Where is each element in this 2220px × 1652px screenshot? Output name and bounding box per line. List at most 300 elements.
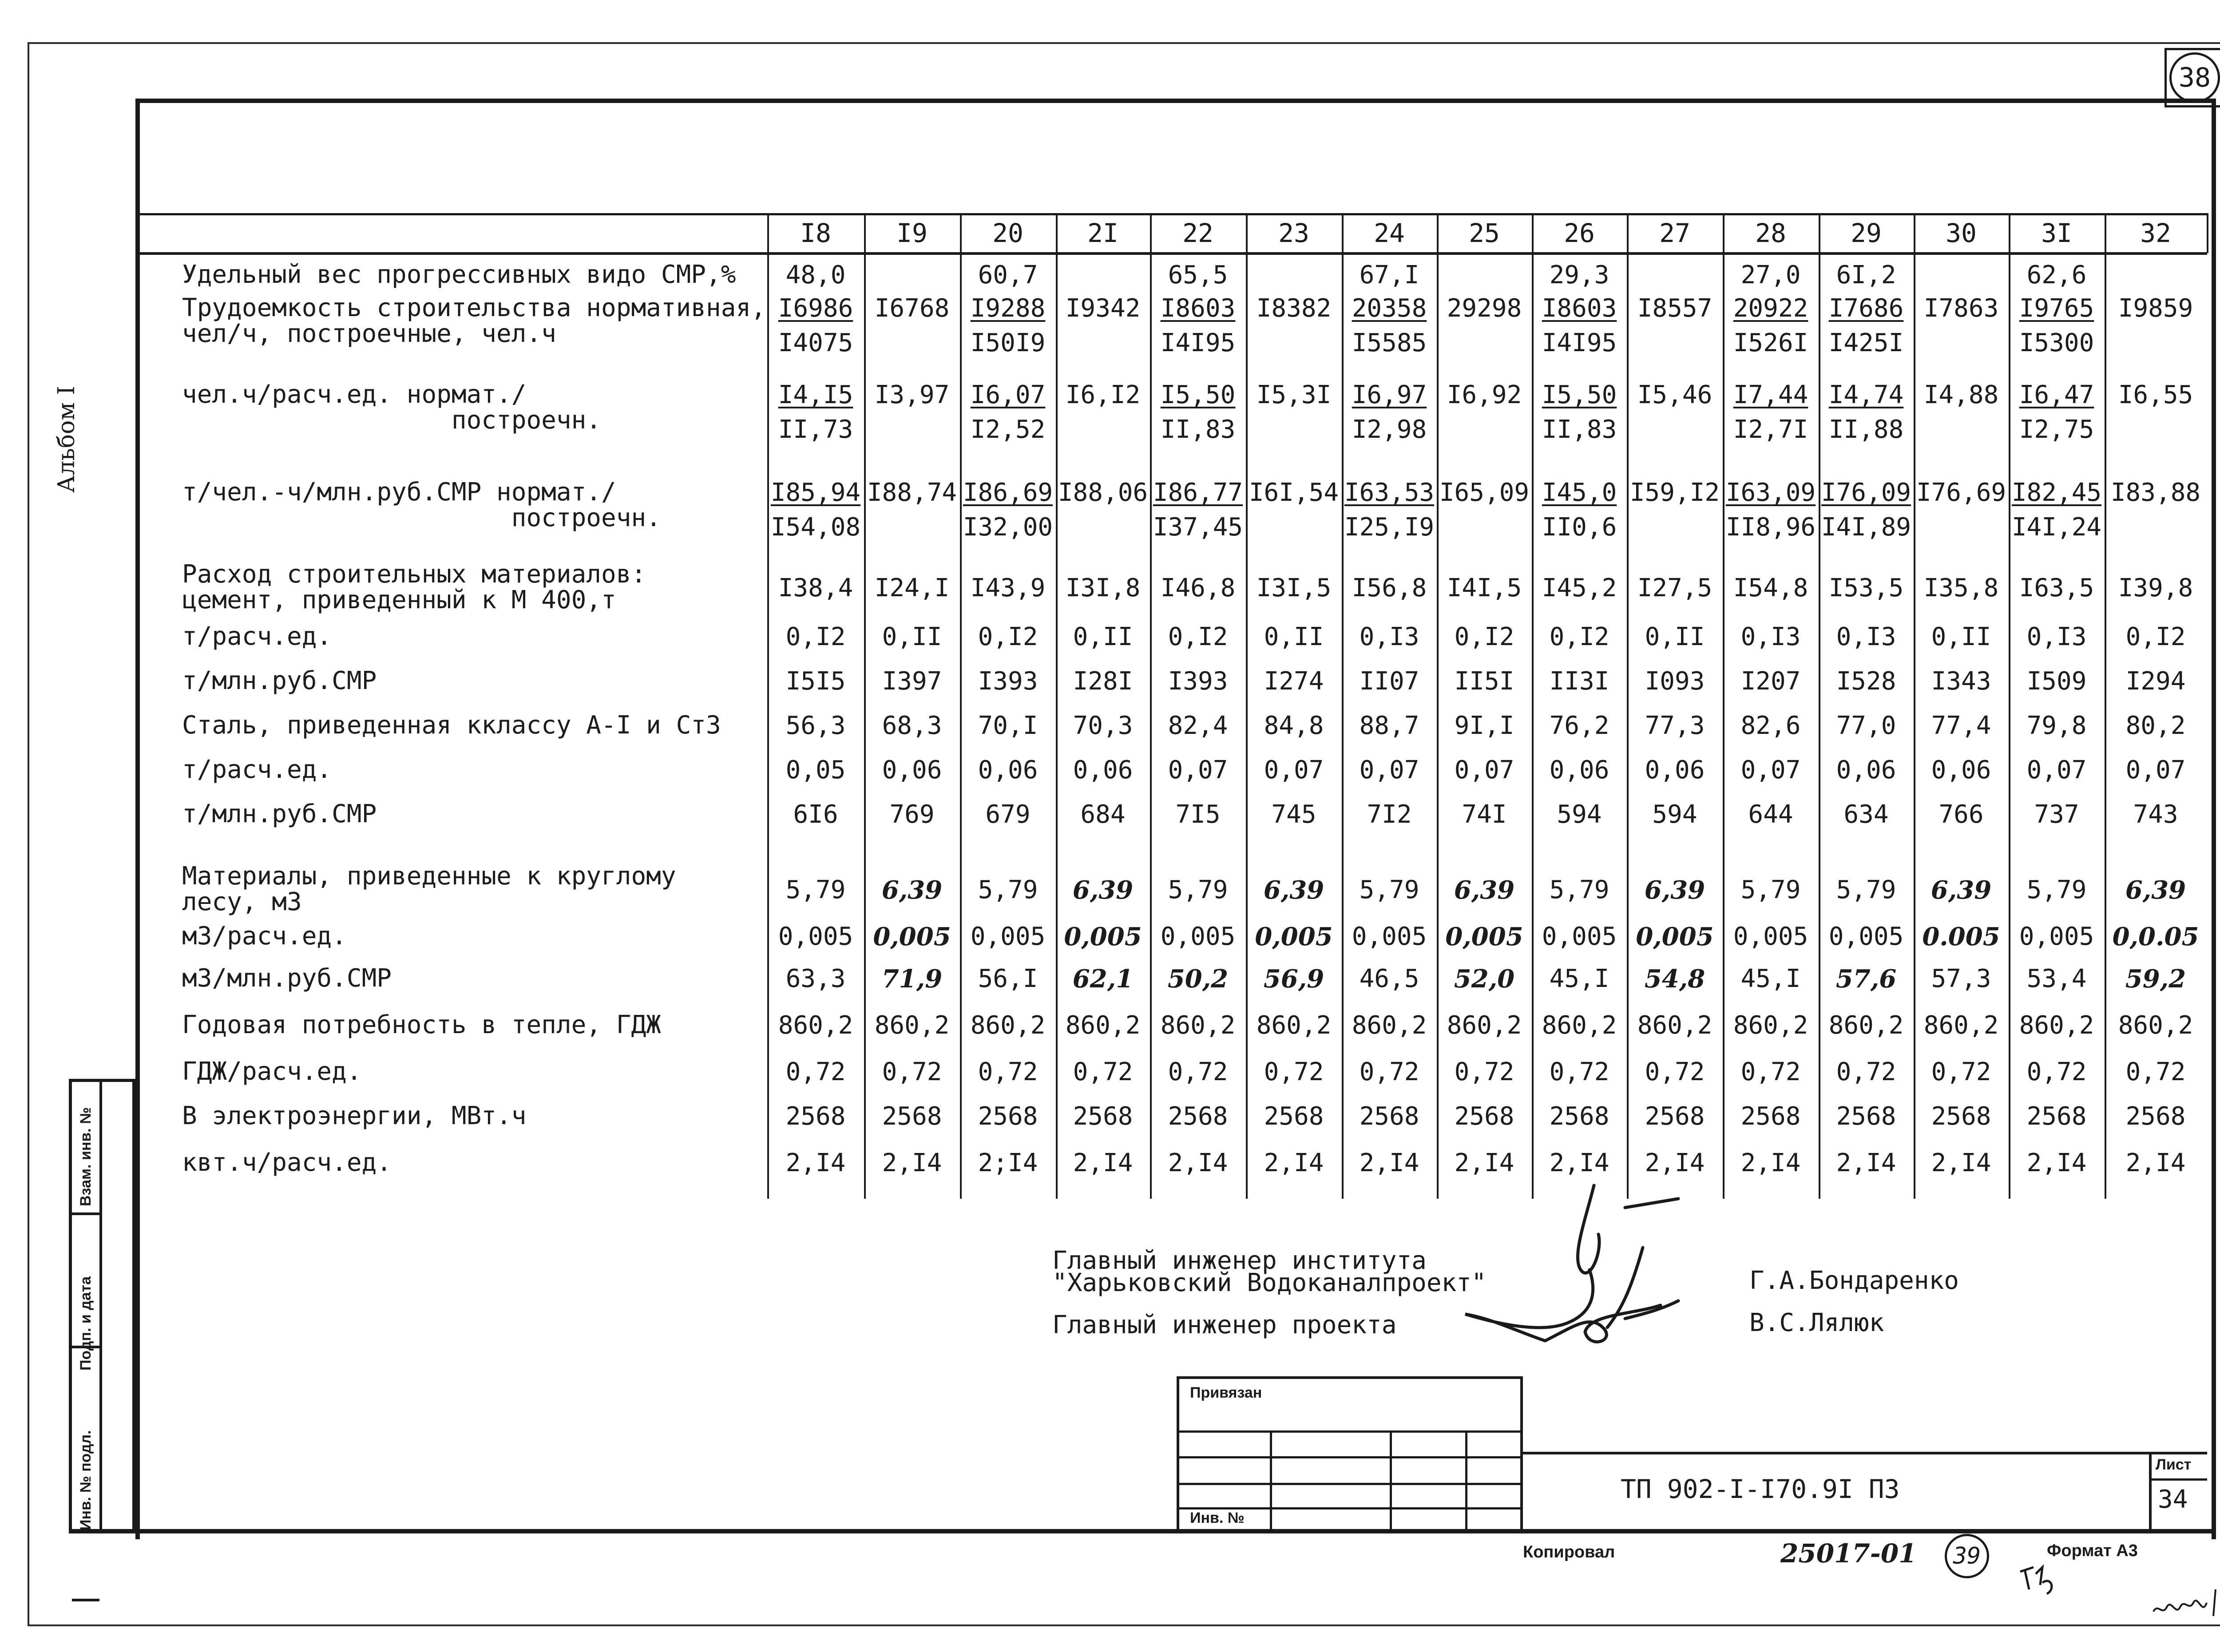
table-cell-secondary: I4075 <box>778 329 853 357</box>
album-label: Альбом I <box>53 386 80 493</box>
table-cell: I4,88 <box>1923 380 1999 409</box>
table-cell: 860,2 <box>1352 1011 1427 1040</box>
row-label: Расход строительных материалов: цемент, приведенный к М 400,т <box>182 560 646 614</box>
row-label: т/расч.ед. <box>182 755 332 784</box>
table-cell: 5,79 <box>2026 876 2087 904</box>
table-cell: 634 <box>1843 800 1889 829</box>
table-cell: I83,88 <box>2110 478 2201 507</box>
table-cell: 62,1 <box>1072 964 1134 994</box>
table-cell: I8603 <box>1542 294 1617 323</box>
table-cell: I9342 <box>1065 294 1141 323</box>
table-cell: 0,72 <box>785 1058 846 1086</box>
table-cell: 0,06 <box>1073 756 1133 784</box>
row-label: м3/расч.ед. <box>182 922 347 951</box>
table-cell: I86,69 <box>963 478 1053 507</box>
table-cell: I6,07 <box>970 380 1046 409</box>
row-label: Удельный вес прогрессивных видо СМР,% <box>182 260 736 289</box>
table-cell: 0,72 <box>1549 1058 1610 1086</box>
table-cell: I7,44 <box>1733 380 1808 409</box>
page-number: 38 <box>2169 52 2220 103</box>
table-cell: I393 <box>978 667 1038 696</box>
table-cell: 0,0.05 <box>2112 922 2199 951</box>
table-cell: 2,I4 <box>882 1149 942 1177</box>
table-cell: I093 <box>1645 667 1705 696</box>
table-cell: 0,005 <box>970 922 1046 951</box>
table-cell: I5,3I <box>1256 380 1332 409</box>
table-cell: II5I <box>1454 667 1514 696</box>
table-cell: 0,005 <box>1828 922 1904 951</box>
table-cell: I53,5 <box>1828 574 1904 602</box>
column-header: 24 <box>1374 218 1405 248</box>
table-cell: 0,06 <box>1645 756 1705 784</box>
table-cell: 0,I3 <box>1836 622 1896 651</box>
table-cell: 27,0 <box>1740 261 1801 289</box>
column-header: 2I <box>1087 218 1118 248</box>
side-stamp <box>69 1079 135 1533</box>
column-divider <box>1532 213 1534 1199</box>
table-cell: 0,005 <box>778 922 853 951</box>
table-cell: 860,2 <box>1637 1011 1713 1040</box>
table-cell: I28I <box>1073 667 1133 696</box>
column-divider <box>1914 213 1915 1199</box>
table-cell: 0,72 <box>978 1058 1038 1086</box>
table-cell: I45,2 <box>1542 574 1617 602</box>
table-cell: 0,005 <box>1636 922 1714 951</box>
table-cell: 2;I4 <box>978 1149 1038 1177</box>
table-cell-secondary: II0,6 <box>1542 513 1617 542</box>
table-cell: 0,005 <box>1064 922 1142 951</box>
table-cell: 56,9 <box>1263 964 1324 994</box>
row-label: т/чел.-ч/млн.руб.СМР нормат./ построечн. <box>182 478 661 532</box>
table-cell: I5I5 <box>785 667 846 696</box>
table-cell: 67,I <box>1359 261 1419 289</box>
table-cell: 0,I3 <box>1359 622 1419 651</box>
table-cell: II07 <box>1359 667 1419 696</box>
table-cell: 743 <box>2133 800 2178 829</box>
table-cell: 0,II <box>882 622 942 651</box>
table-cell: 5,79 <box>785 876 846 904</box>
table-cell: 0,I3 <box>1740 622 1801 651</box>
table-cell: 79,8 <box>2026 711 2087 740</box>
table-cell: I5,50 <box>1160 380 1236 409</box>
table-cell: I7686 <box>1828 294 1904 323</box>
table-cell-secondary: I2,7I <box>1733 415 1808 444</box>
copy-number: 25017-01 <box>1780 1538 1917 1569</box>
table-cell-secondary: I54,08 <box>770 513 861 542</box>
table-cell: 0,72 <box>1740 1058 1801 1086</box>
signature-scrawl <box>1456 1181 1705 1359</box>
row-label: Сталь, приведенная кклассу А-I и Ст3 <box>182 711 721 740</box>
table-cell: I8382 <box>1256 294 1332 323</box>
table-cell: I528 <box>1836 667 1896 696</box>
table-cell: 594 <box>1557 800 1602 829</box>
table-cell: I6768 <box>874 294 950 323</box>
table-cell: I63,53 <box>1344 478 1435 507</box>
row-label: м3/млн.руб.СМР <box>182 964 392 993</box>
table-cell: I43,9 <box>970 574 1046 602</box>
table-cell: 2568 <box>1836 1102 1896 1131</box>
column-header: 30 <box>1946 218 1977 248</box>
row-label: Годовая потребность в тепле, ГДЖ <box>182 1010 661 1039</box>
table-cell: I343 <box>1931 667 1991 696</box>
table-cell: I5,50 <box>1542 380 1617 409</box>
table-cell: 6,39 <box>1931 876 1992 905</box>
table-cell: I509 <box>2026 667 2087 696</box>
table-cell: I6I,54 <box>1249 478 1339 507</box>
table-cell: I76,09 <box>1821 478 1911 507</box>
table-cell: 52,0 <box>1454 964 1515 994</box>
column-header: I8 <box>800 218 831 248</box>
table-cell: I46,8 <box>1160 574 1236 602</box>
column-header: 28 <box>1755 218 1786 248</box>
table-cell: 9I,I <box>1454 711 1514 740</box>
table-cell: I207 <box>1740 667 1801 696</box>
inv-no-label: Инв. № <box>1190 1509 1245 1526</box>
table-cell: 769 <box>889 800 935 829</box>
column-header: 20 <box>992 218 1023 248</box>
table-cell: 0,II <box>1645 622 1705 651</box>
table-cell: 0,I2 <box>785 622 846 651</box>
column-divider <box>1627 213 1629 1199</box>
column-header: 26 <box>1564 218 1595 248</box>
table-cell: 2568 <box>1931 1102 1991 1131</box>
table-cell: 0,005 <box>1542 922 1617 951</box>
table-cell: 5,79 <box>1740 876 1801 904</box>
table-cell-secondary: I4I,89 <box>1821 513 1911 542</box>
table-cell: 2,I4 <box>1168 1149 1228 1177</box>
table-cell: 0,I3 <box>2026 622 2087 651</box>
column-header: 27 <box>1659 218 1690 248</box>
table-cell: 2,I4 <box>1454 1149 1514 1177</box>
table-cell: I86,77 <box>1153 478 1243 507</box>
table-cell: 860,2 <box>2118 1011 2193 1040</box>
table-cell-secondary: I32,00 <box>963 513 1053 542</box>
table-cell: 860,2 <box>1256 1011 1332 1040</box>
table-cell-secondary: II8,96 <box>1725 513 1816 542</box>
table-cell: I56,8 <box>1352 574 1427 602</box>
document-code: ТП 902-I-I70.9I ПЗ <box>1621 1474 1900 1504</box>
privyazan-label: Привязан <box>1190 1384 1262 1401</box>
column-header: 3I <box>2041 218 2072 248</box>
row-label: В электроэнергии, МВт.ч <box>182 1101 527 1130</box>
column-header: 23 <box>1278 218 1309 248</box>
column-divider <box>960 213 962 1199</box>
table-cell: 0,005 <box>1352 922 1427 951</box>
table-cell: 2,I4 <box>2125 1149 2186 1177</box>
table-cell: I9765 <box>2019 294 2094 323</box>
table-cell: 0,07 <box>2125 756 2186 784</box>
table-cell-secondary: I5300 <box>2019 329 2094 357</box>
table-cell: 70,I <box>978 711 1038 740</box>
table-cell: 766 <box>1939 800 1984 829</box>
table-cell: 0,06 <box>1931 756 1991 784</box>
table-cell: 0,72 <box>2125 1058 2186 1086</box>
table-cell: 2,I4 <box>1264 1149 1324 1177</box>
row-label: ГДЖ/расч.ед. <box>182 1057 362 1086</box>
table-cell: 0,07 <box>1454 756 1514 784</box>
table-cell: I85,94 <box>770 478 861 507</box>
table-cell: I76,69 <box>1916 478 2006 507</box>
column-divider <box>1819 213 1820 1199</box>
table-cell: 60,7 <box>978 261 1038 289</box>
format-label: Формат А3 <box>2047 1541 2138 1560</box>
table-cell: 0,07 <box>1740 756 1801 784</box>
table-cell: 2568 <box>1073 1102 1133 1131</box>
table-cell: 0,005 <box>1255 922 1333 951</box>
table-cell: 2568 <box>1454 1102 1514 1131</box>
table-cell: 82,4 <box>1168 711 1228 740</box>
table-cell: 0,II <box>1931 622 1991 651</box>
table-cell: 0,005 <box>2019 922 2094 951</box>
table-cell-secondary: I425I <box>1828 329 1904 357</box>
table-cell: 860,2 <box>2019 1011 2094 1040</box>
signature-line3: Главный инженер проекта <box>1052 1311 1397 1339</box>
initials-mark <box>2016 1563 2060 1598</box>
table-cell: 0,06 <box>882 756 942 784</box>
column-divider <box>2207 213 2208 253</box>
table-cell: 2,I4 <box>1931 1149 1991 1177</box>
table-cell: 860,2 <box>1542 1011 1617 1040</box>
table-cell: I39,8 <box>2118 574 2193 602</box>
table-cell: 0,I2 <box>1168 622 1228 651</box>
table-cell: 5,79 <box>1836 876 1896 904</box>
table-cell: 0,72 <box>1168 1058 1228 1086</box>
table-cell: 48,0 <box>785 261 846 289</box>
table-cell: 68,3 <box>882 711 942 740</box>
table-cell: 0,005 <box>1445 922 1523 951</box>
table-cell: 2,I4 <box>2026 1149 2087 1177</box>
table-cell: 2,I4 <box>1549 1149 1610 1177</box>
column-divider <box>2105 213 2106 1199</box>
table-cell: 0,I2 <box>978 622 1038 651</box>
table-cell: 77,0 <box>1836 711 1896 740</box>
table-cell: 0,72 <box>2026 1058 2087 1086</box>
table-cell: 20922 <box>1733 294 1808 323</box>
code-block-top <box>1523 1452 2207 1454</box>
table-cell: 0,72 <box>1454 1058 1514 1086</box>
table-cell: 0,07 <box>1359 756 1419 784</box>
table-cell: 684 <box>1080 800 1126 829</box>
table-cell: 57,3 <box>1931 964 1991 993</box>
table-cell: 644 <box>1748 800 1793 829</box>
table-cell-secondary: I526I <box>1733 329 1808 357</box>
table-cell: I3I,5 <box>1256 574 1332 602</box>
table-cell: 84,8 <box>1264 711 1324 740</box>
table-cell: 860,2 <box>1923 1011 1999 1040</box>
stamp-inv-no-label: Инв. № подл. <box>77 1430 94 1530</box>
table-cell: I6,47 <box>2019 380 2094 409</box>
table-cell: I8557 <box>1637 294 1713 323</box>
column-divider <box>767 213 769 1199</box>
table-cell: 0,72 <box>1836 1058 1896 1086</box>
table-cell: II3I <box>1549 667 1610 696</box>
table-cell: 45,I <box>1549 964 1610 993</box>
table-cell: 6,39 <box>1263 876 1324 905</box>
table-cell: 20358 <box>1352 294 1427 323</box>
table-cell: I63,5 <box>2019 574 2094 602</box>
table-cell: 860,2 <box>970 1011 1046 1040</box>
table-cell: 80,2 <box>2125 711 2186 740</box>
corner-scribble <box>2149 1585 2220 1625</box>
table-cell: I27,5 <box>1637 574 1713 602</box>
table-cell-secondary: I4I,24 <box>2011 513 2102 542</box>
table-cell: 7I2 <box>1367 800 1412 829</box>
table-cell: 0,72 <box>1359 1058 1419 1086</box>
frame-bottom-line <box>69 1529 2212 1533</box>
table-cell-secondary: II,83 <box>1160 415 1236 444</box>
copied-label: Копировал <box>1523 1543 1615 1561</box>
table-cell-secondary: I4I95 <box>1542 329 1617 357</box>
table-cell: I294 <box>2125 667 2186 696</box>
row-label: квт.ч/расч.ед. <box>182 1148 392 1177</box>
column-divider <box>1437 213 1439 1199</box>
sheet-number: 34 <box>2158 1485 2188 1514</box>
table-cell: I88,06 <box>1058 478 1148 507</box>
table-cell-secondary: II,83 <box>1542 415 1617 444</box>
sheet-label: Лист <box>2156 1456 2192 1473</box>
table-cell: 50,2 <box>1167 964 1229 994</box>
table-cell: I393 <box>1168 667 1228 696</box>
table-cell: 2568 <box>978 1102 1038 1131</box>
column-divider <box>1246 213 1248 1199</box>
column-header: I9 <box>896 218 928 248</box>
table-cell: 2,I4 <box>1359 1149 1419 1177</box>
table-cell: I65,09 <box>1439 478 1530 507</box>
row-label: чел.ч/расч.ед. нормат./ построечн. <box>182 380 602 435</box>
column-divider <box>864 213 866 1199</box>
table-cell: 2568 <box>1264 1102 1324 1131</box>
table-cell: 7I5 <box>1175 800 1221 829</box>
table-cell: I3I,8 <box>1065 574 1141 602</box>
table-cell: I6,55 <box>2118 380 2193 409</box>
table-cell: 82,6 <box>1740 711 1801 740</box>
table-cell: 6,39 <box>881 876 943 905</box>
table-cell-secondary: I2,98 <box>1352 415 1427 444</box>
table-cell: I7863 <box>1923 294 1999 323</box>
table-cell: 860,2 <box>1160 1011 1236 1040</box>
table-cell: 2,I4 <box>785 1149 846 1177</box>
table-cell: 2568 <box>2125 1102 2186 1131</box>
table-cell: 5,79 <box>1168 876 1228 904</box>
table-cell: 860,2 <box>1828 1011 1904 1040</box>
table-cell: 0,005 <box>1733 922 1808 951</box>
table-cell: 76,2 <box>1549 711 1610 740</box>
table-cell: 2,I4 <box>1073 1149 1133 1177</box>
row-label: т/млн.руб.СМР <box>182 800 377 828</box>
table-cell: 63,3 <box>785 964 846 993</box>
table-cell: 0,I2 <box>2125 622 2186 651</box>
column-divider <box>2009 213 2010 1199</box>
table-cell: 59,2 <box>2125 964 2186 994</box>
row-label: Трудоемкость строительства нормативная, чел/ч, построечные, чел.ч <box>182 293 766 348</box>
table-cell: I5,46 <box>1637 380 1713 409</box>
signature-line1: Главный инженер института <box>1052 1246 1427 1275</box>
table-cell: 0.005 <box>1922 922 2000 951</box>
table-cell: 65,5 <box>1168 261 1228 289</box>
table-cell: 860,2 <box>1733 1011 1808 1040</box>
table-cell: I9288 <box>970 294 1046 323</box>
table-cell: 6,39 <box>1072 876 1134 905</box>
table-cell: 53,4 <box>2026 964 2087 993</box>
table-cell: 2,I4 <box>1836 1149 1896 1177</box>
table-cell-secondary: I2,52 <box>970 415 1046 444</box>
table-cell: 2568 <box>1549 1102 1610 1131</box>
table-cell: I6,97 <box>1352 380 1427 409</box>
table-cell: 737 <box>2034 800 2079 829</box>
table-cell: 0,72 <box>1264 1058 1324 1086</box>
table-cell: 74I <box>1462 800 1507 829</box>
table-cell-secondary: I5585 <box>1352 329 1427 357</box>
table-cell: 6I,2 <box>1836 261 1896 289</box>
table-cell: I4,I5 <box>778 380 853 409</box>
table-cell: 0,72 <box>1645 1058 1705 1086</box>
table-cell: 2568 <box>785 1102 846 1131</box>
table-cell: 0,II <box>1264 622 1324 651</box>
table-cell: I24,I <box>874 574 950 602</box>
column-header: 29 <box>1851 218 1882 248</box>
table-cell: 860,2 <box>1065 1011 1141 1040</box>
table-cell: 2,I4 <box>1645 1149 1705 1177</box>
table-cell: 57,6 <box>1835 964 1897 994</box>
stamp-vzam-label: Взам. инв. № <box>77 1107 94 1206</box>
table-cell: 0,005 <box>1160 922 1236 951</box>
table-cell: 0,II <box>1073 622 1133 651</box>
table-cell: 56,I <box>978 964 1038 993</box>
column-divider <box>1342 213 1344 1199</box>
column-header: 32 <box>2140 218 2171 248</box>
table-cell: I4,74 <box>1828 380 1904 409</box>
row-label: Материалы, приведенные к круглому лесу, м3 <box>182 862 676 916</box>
table-cell: 70,3 <box>1073 711 1133 740</box>
column-header: 22 <box>1182 218 1213 248</box>
table-cell: 0,07 <box>1264 756 1324 784</box>
column-divider <box>1723 213 1724 1199</box>
table-cell: I274 <box>1264 667 1324 696</box>
table-cell: 6,39 <box>1454 876 1515 905</box>
table-cell: 0,05 <box>785 756 846 784</box>
signature-name2: В.С.Лялюк <box>1749 1308 1884 1337</box>
table-cell: 2568 <box>1359 1102 1419 1131</box>
table-cell: 0,72 <box>882 1058 942 1086</box>
column-divider <box>1056 213 1058 1199</box>
table-cell: 860,2 <box>778 1011 853 1040</box>
table-cell-secondary: II,88 <box>1828 415 1904 444</box>
table-cell: 860,2 <box>874 1011 950 1040</box>
table-cell-secondary: I37,45 <box>1153 513 1243 542</box>
table-cell: 0,06 <box>1549 756 1610 784</box>
table-cell: 46,5 <box>1359 964 1419 993</box>
column-divider <box>1150 213 1152 1199</box>
signature-line2: "Харьковский Водоканалпроект" <box>1052 1268 1487 1297</box>
table-cell: 2568 <box>882 1102 942 1131</box>
table-cell: 6I6 <box>793 800 838 829</box>
table-cell: 54,8 <box>1644 964 1705 994</box>
table-cell-secondary: I4I95 <box>1160 329 1236 357</box>
table-cell: 0,I2 <box>1549 622 1610 651</box>
table-cell: 77,3 <box>1645 711 1705 740</box>
column-header: 25 <box>1469 218 1500 248</box>
table-cell: 594 <box>1652 800 1697 829</box>
table-cell: I88,74 <box>867 478 957 507</box>
table-cell: 5,79 <box>1549 876 1610 904</box>
table-cell: 45,I <box>1740 964 1801 993</box>
signature-name1: Г.А.Бондаренко <box>1749 1266 1959 1295</box>
table-cell: 71,9 <box>881 964 943 994</box>
table-cell: I38,4 <box>778 574 853 602</box>
row-label: т/расч.ед. <box>182 622 332 651</box>
copy-circle-number: 39 <box>1945 1534 1989 1578</box>
table-cell: 2568 <box>1645 1102 1705 1131</box>
